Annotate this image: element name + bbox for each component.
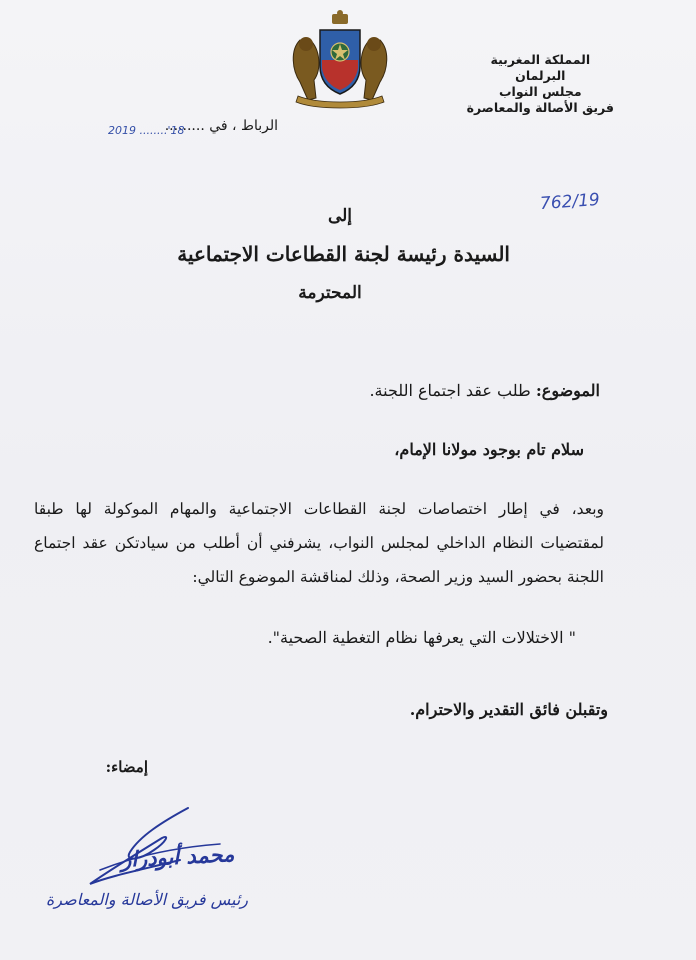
subject-label: الموضوع: xyxy=(535,381,600,400)
org-line-party-group: فريق الأصالة والمعاصرة xyxy=(466,100,614,115)
moroccan-coat-of-arms-icon xyxy=(286,10,394,114)
org-line-kingdom: المملكة المغربية xyxy=(490,52,591,67)
address-to: إلى xyxy=(327,206,353,226)
date-line xyxy=(108,118,288,140)
handwritten-date: 2019 ........'18 xyxy=(108,124,185,137)
reference-number: 762/19 xyxy=(539,189,601,215)
subject-line xyxy=(369,381,600,400)
letterhead-organization xyxy=(467,52,614,116)
signature-label: إمضاء: xyxy=(105,758,148,776)
signatory-title: رئيس فريق الأصالة والمعاصرة xyxy=(45,890,248,909)
body-paragraph: وبعد، في إطار اختصاصات لجنة القطاعات الاجتماعية والمهام الموكولة لها طبقا لمقتضيات النظام الداخلي لمجلس النواب، يشرفني أن أطلب من سيادتكن عقد اجتماع اللجنة بحضور السيد وزير الصحة، وذلك لمناقشة الموضوع التالي: xyxy=(34,500,604,586)
org-line-parliament: البرلمان xyxy=(515,68,566,83)
salutation: سلام تام بوجود مولانا الإمام، xyxy=(394,440,584,459)
signatory-name: محمد أبودرار xyxy=(120,842,235,872)
crown xyxy=(332,10,348,24)
address-honorific: المحترمة xyxy=(298,283,362,303)
city-prefix: الرباط ، في ......... xyxy=(164,118,278,134)
address-recipient: السيدة رئيسة لجنة القطاعات الاجتماعية xyxy=(177,242,510,266)
closing-line: وتقبلن فائق التقدير والاحترام. xyxy=(409,700,608,719)
quoted-topic: " الاختلالات التي يعرفها نظام التغطية الصحية". xyxy=(267,628,576,647)
subject-text: طلب عقد اجتماع اللجنة. xyxy=(369,381,531,400)
org-line-house: مجلس النواب xyxy=(498,84,582,99)
